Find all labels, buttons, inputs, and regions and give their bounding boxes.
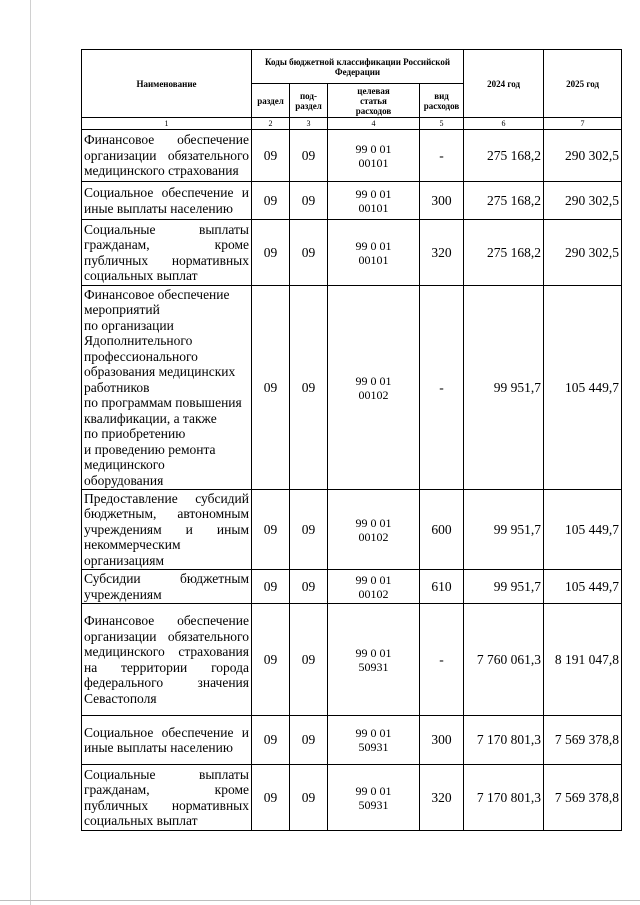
row-podrazdel: 09 bbox=[290, 570, 328, 604]
row-2024: 7 170 801,3 bbox=[464, 765, 544, 831]
header-vid-line-2: расходов bbox=[423, 100, 460, 111]
row-podrazdel: 09 bbox=[290, 490, 328, 570]
row-2024: 99 951,7 bbox=[464, 286, 544, 490]
scan-edge-left bbox=[30, 0, 31, 905]
column-number: 2 bbox=[252, 118, 290, 130]
header-csr-line-2: статья bbox=[360, 95, 387, 106]
column-number: 6 bbox=[464, 118, 544, 130]
column-number: 5 bbox=[420, 118, 464, 130]
table-row bbox=[82, 716, 622, 765]
row-name-line: Ядополнительного bbox=[84, 333, 193, 349]
row-vid: 300 bbox=[420, 182, 464, 220]
row-name-line: по организации bbox=[84, 317, 174, 333]
row-csr-line-1: 99 0 01 bbox=[355, 515, 392, 530]
header-podrazdel bbox=[290, 84, 328, 118]
row-razdel: 09 bbox=[252, 716, 290, 765]
row-2025: 290 302,5 bbox=[544, 182, 622, 220]
row-2025: 290 302,5 bbox=[544, 130, 622, 182]
table-row bbox=[82, 604, 622, 716]
row-csr bbox=[328, 604, 420, 716]
row-podrazdel: 09 bbox=[290, 130, 328, 182]
row-2024: 99 951,7 bbox=[464, 490, 544, 570]
row-csr bbox=[328, 570, 420, 604]
row-csr-line-2: 00102 bbox=[358, 387, 389, 402]
row-2025: 7 569 378,8 bbox=[544, 765, 622, 831]
scan-edge-bottom bbox=[0, 900, 640, 901]
row-vid: - bbox=[420, 604, 464, 716]
row-csr-line-2: 00101 bbox=[358, 155, 389, 170]
row-name-line: по программам повышения bbox=[84, 395, 242, 411]
row-vid: 320 bbox=[420, 220, 464, 286]
header-podrazdel-line-2: раздел bbox=[295, 100, 322, 111]
column-number: 1 bbox=[82, 118, 252, 130]
row-podrazdel: 09 bbox=[290, 765, 328, 831]
row-vid: - bbox=[420, 286, 464, 490]
budget-table bbox=[81, 49, 622, 831]
row-csr-line-1: 99 0 01 bbox=[355, 186, 392, 201]
header-2024: 2024 год bbox=[464, 50, 544, 118]
table-row bbox=[82, 286, 622, 490]
row-csr bbox=[328, 182, 420, 220]
row-podrazdel: 09 bbox=[290, 716, 328, 765]
row-podrazdel: 09 bbox=[290, 286, 328, 490]
row-csr-line-2: 50931 bbox=[358, 740, 389, 754]
row-name-line: оборудования bbox=[84, 472, 164, 488]
row-2024: 7 170 801,3 bbox=[464, 716, 544, 765]
column-numbers-row bbox=[82, 118, 622, 130]
row-csr-line-1: 99 0 01 bbox=[355, 726, 392, 740]
row-2024: 275 168,2 bbox=[464, 130, 544, 182]
row-csr bbox=[328, 220, 420, 286]
row-name: Финансовое обеспечение организации обязательного медицинского страхования bbox=[82, 130, 252, 182]
table-row bbox=[82, 765, 622, 831]
row-vid: 610 bbox=[420, 570, 464, 604]
row-razdel: 09 bbox=[252, 182, 290, 220]
row-csr bbox=[328, 286, 420, 490]
row-2024: 275 168,2 bbox=[464, 182, 544, 220]
row-vid: 320 bbox=[420, 765, 464, 831]
row-name-line: мероприятий bbox=[84, 302, 160, 318]
row-csr-line-1: 99 0 01 bbox=[355, 373, 392, 388]
header-codes-group: Коды бюджетной классификации Российской Федерации bbox=[252, 50, 464, 84]
row-razdel: 09 bbox=[252, 220, 290, 286]
row-podrazdel: 09 bbox=[290, 182, 328, 220]
row-name: Социальное обеспечение и иные выплаты населению bbox=[82, 716, 252, 765]
table-row bbox=[82, 220, 622, 286]
row-name-line: профессионального bbox=[84, 348, 198, 364]
header-2025: 2025 год bbox=[544, 50, 622, 118]
row-csr-line-2: 00102 bbox=[358, 529, 389, 544]
header-vid bbox=[420, 84, 464, 118]
header-podrazdel-line-1: под- bbox=[300, 90, 317, 101]
header-name: Наименование bbox=[82, 50, 252, 118]
row-name-line: квалификации, а также bbox=[84, 410, 217, 426]
row-csr-line-2: 00102 bbox=[358, 586, 389, 601]
row-2025: 8 191 047,8 bbox=[544, 604, 622, 716]
row-csr bbox=[328, 716, 420, 765]
row-csr bbox=[328, 765, 420, 831]
row-razdel: 09 bbox=[252, 765, 290, 831]
row-2024: 7 760 061,3 bbox=[464, 604, 544, 716]
row-name: Социальное обеспечение и иные выплаты населению bbox=[82, 182, 252, 220]
table-row bbox=[82, 570, 622, 604]
header-csr bbox=[328, 84, 420, 118]
row-csr-line-1: 99 0 01 bbox=[355, 141, 392, 156]
row-name-line: Финансовое обеспечение bbox=[84, 286, 230, 302]
column-number: 3 bbox=[290, 118, 328, 130]
row-razdel: 09 bbox=[252, 604, 290, 716]
row-name: Социальные выплаты гражданам, кроме публичных нормативных социальных выплат bbox=[82, 765, 252, 831]
row-podrazdel: 09 bbox=[290, 220, 328, 286]
row-name-line: работников bbox=[84, 379, 150, 395]
row-name: Социальные выплаты гражданам, кроме публичных нормативных социальных выплат bbox=[82, 220, 252, 286]
row-vid: - bbox=[420, 130, 464, 182]
row-name: Финансовое обеспечение организации обязательного медицинского страхования на территории города федерального значения Севастополя bbox=[82, 604, 252, 716]
header-razdel: раздел bbox=[252, 84, 290, 118]
row-csr-line-2: 00101 bbox=[358, 252, 389, 267]
row-csr-line-1: 99 0 01 bbox=[355, 572, 392, 587]
row-razdel: 09 bbox=[252, 570, 290, 604]
row-csr-line-2: 50931 bbox=[358, 797, 389, 812]
row-2025: 105 449,7 bbox=[544, 570, 622, 604]
row-name-line: по приобретению bbox=[84, 426, 186, 442]
table-row bbox=[82, 182, 622, 220]
row-name-line: образования медицинских bbox=[84, 364, 236, 380]
row-csr-line-2: 50931 bbox=[358, 659, 389, 674]
row-csr-line-2: 00101 bbox=[358, 200, 389, 215]
header-csr-line-3: расходов bbox=[355, 105, 392, 116]
row-name: Субсидии бюджетным учреждениям bbox=[82, 570, 252, 604]
row-name bbox=[82, 286, 252, 490]
row-vid: 300 bbox=[420, 716, 464, 765]
row-2025: 105 449,7 bbox=[544, 490, 622, 570]
row-2024: 99 951,7 bbox=[464, 570, 544, 604]
row-2024: 275 168,2 bbox=[464, 220, 544, 286]
row-name-line: медицинского bbox=[84, 457, 165, 473]
table-row bbox=[82, 490, 622, 570]
row-2025: 7 569 378,8 bbox=[544, 716, 622, 765]
row-name-line: и проведению ремонта bbox=[84, 441, 216, 457]
row-podrazdel: 09 bbox=[290, 604, 328, 716]
row-vid: 600 bbox=[420, 490, 464, 570]
row-csr-line-1: 99 0 01 bbox=[355, 783, 392, 798]
row-csr-line-1: 99 0 01 bbox=[355, 238, 392, 253]
row-csr-line-1: 99 0 01 bbox=[355, 645, 392, 660]
row-csr bbox=[328, 490, 420, 570]
row-razdel: 09 bbox=[252, 130, 290, 182]
row-csr bbox=[328, 130, 420, 182]
header-vid-line-1: вид bbox=[434, 90, 449, 101]
column-number: 7 bbox=[544, 118, 622, 130]
row-name: Предоставление субсидий бюджетным, автономным учреждениям и иным некоммерческим организациям bbox=[82, 490, 252, 570]
table-row bbox=[82, 130, 622, 182]
row-razdel: 09 bbox=[252, 490, 290, 570]
row-razdel: 09 bbox=[252, 286, 290, 490]
row-2025: 290 302,5 bbox=[544, 220, 622, 286]
column-number: 4 bbox=[328, 118, 420, 130]
row-2025: 105 449,7 bbox=[544, 286, 622, 490]
header-csr-line-1: целевая bbox=[357, 85, 390, 96]
